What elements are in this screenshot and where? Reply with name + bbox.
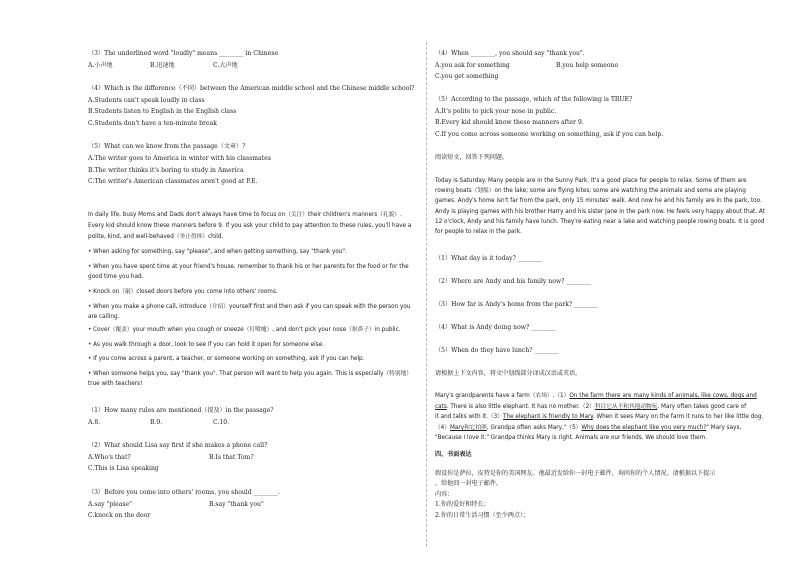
b5-stem: （5）According to the passage, which of the following is TRUE? [435,96,633,103]
q3-option-c: C.大声地 [213,62,238,69]
translation-line-1: Mary's grandparents have a farm（农场）.（1）On the farm there are many kinds of animals, like cows, dogs and [435,393,757,399]
translation-line-4: （4）Mary和它拍照. Grandpa often asks Mary,"（5）Why does the elephant like you very much?" Mary says, [435,425,742,431]
passage2-line: Today is Saturday. Many people are in the Sunny Park. It's a good place for people to relax. Some of them are [435,178,747,184]
underlined-phrase-2: 科目它从不和其他动物玩 [594,404,658,410]
passage-line: polite, kind, and well-behaved（举止得体）child. [88,234,224,240]
b4-option-b: B.you help someone [556,62,619,69]
q4-option-c: C.Students don't have a ten-minute break [88,120,217,127]
b5-option-a: A.It's polite to pick your nose in public. [435,108,557,115]
section-heading-translate: 请根据上下文内容，将文中划线部分译成汉语或英语。 [435,370,582,377]
b3-option-b: B.say "thank you" [209,501,264,508]
translation-line-3: it and talks with it.（3）The elephant is friendly to Mary. When it sees Mary on the farm it runs to her like little dog. [435,414,764,420]
writing-line: 2.你的日常生活习惯（至少两点）； [435,512,530,519]
q5-option-c: C.The writer's American classmates aren't good at P.E. [88,178,258,185]
underlined-phrase-1-end: cats [435,404,447,410]
passage2-line: Andy is playing games with his brother Harry and his sister Jane in the park now. He feels very happy about that. At [435,209,765,215]
b4-stem: （4）When ________, you should say "thank you". [435,50,585,57]
passage2-line: for people to relax in the park. [435,229,522,235]
q4-option-b: B.Students listen to English in the English class [88,108,237,115]
qa-question-4: （4）What is Andy doing now? ________ [435,324,556,331]
underlined-phrase-3: The elephant is friendly to Mary [502,414,593,420]
qa-question-2: （2）Where are Andy and his family now? ________ [435,278,591,285]
q5-stem: （5）What can we know from the passage（文章）? [88,143,246,150]
b1-option-b: B.9. [150,419,163,426]
passage-line: • When asking for something, say "please", and when getting something, say "thank you". [88,249,347,255]
writing-line: 1.你的爱好和特长； [435,501,490,508]
q3-option-b: B.迅速地 [150,62,175,69]
b2-option-c: C.This is Lisa speaking [88,465,159,472]
underlined-phrase-5: Why does the elephant like you very much? [581,425,707,431]
passage-line: are calling. [88,314,120,320]
b2-option-b: B.Is that Tom? [209,454,254,461]
translation-line-5: "Because I love it." Grandpa thinks Mary is right. Animals are our friends. We should love them. [435,435,707,441]
q5-option-a: A.The writer goes to America in winter with his classmates [88,155,271,162]
passage-line: • If you come across a parent, a teacher, or someone working on something, ask if you can help. [88,356,365,362]
passage-line: • Cover（覆盖）your mouth when you cough or sneeze（打喷嚏）, and don't pick your nose（抠鼻子）in public. [88,327,401,333]
passage-line: • Knock on（敲）closed doors before you come into others' rooms. [88,289,278,295]
passage2-line: games. Andy's home isn't far from the park, only 15 minutes' walk. And now he and his family are in the park, too. [435,198,762,204]
section-heading-reading: 阅读短文，回答下列问题。 [435,154,509,161]
passage-line: true with teachers! [88,381,143,387]
b2-stem: （2）What should Lisa say first if she makes a phone call? [88,442,268,449]
writing-line: ，给他回一封电子邮件。 [435,480,503,487]
translation-line-2: cats. There is also little elephant. It has no mother.（2）科目它从不和其他动物玩. Mary often takes good care of [435,404,747,410]
qa-question-5: （5）When do they have lunch? ________ [435,347,559,354]
q4-stem: （4）Which is the difference（不同）between the American middle school and the Chinese middle school? [88,85,415,92]
b2-option-a: A.Who's that? [88,454,131,461]
passage-line: • When you have spent time at your friend's house, remember to thank his or her parents for the food or for the [88,264,409,270]
b3-stem: （3）Before you come into others' rooms, you should ________. [88,489,280,496]
b3-option-a: A.say "please" [88,501,132,508]
passage-line: • When someone helps you, say "thank you". That person will want to help you again. This is especially（特别地） [88,371,412,377]
passage-line: Every kid should know these manners before 9. If you ask your child to pay attention to these rules, you'll have a [88,223,412,229]
column-divider [426,42,427,547]
section-heading-writing: 四、书面表达 [435,451,472,458]
passage2-line: rowing boats（划船）on the lake; some are flying kites; some are watching the animals and some are playing [435,188,746,194]
q4-option-a: A.Students can't speak loudly in class [88,97,205,104]
passage2-line: 12 o'clock, Andy and his family have lunch. They're eating near a lake and watching people rowing boats. It is good [435,219,765,225]
b4-option-c: C.you get something [435,73,499,80]
b1-option-c: C.10. [213,419,230,426]
q3-stem: （3）The underlined word "loudly" means ________ in Chinese [88,50,279,57]
writing-line: 假设你是萨拉，皮特是你的美国网友。他最近发给你一封电子邮件，询问你的个人情况。请根据以下提示 [435,470,716,477]
passage-line: In daily life, busy Moms and Dads don't always have time to focus on（关注）their children's manners（礼貌）. [88,212,402,218]
q5-option-b: B.The writer thinks it's boring to study in America [88,167,244,174]
b1-stem: （1）How many rules are mentioned（提及）in the passage? [88,407,274,414]
underlined-phrase-4: Mary和它拍照 [450,425,487,431]
q3-option-a: A.小声地 [88,62,113,69]
b3-option-c: C.knock on the door [88,512,151,519]
passage-line: • When you make a phone call, introduce（介绍）yourself first and then ask if you can speak with the person you [88,304,411,310]
underlined-phrase-1: On the farm there are many kinds of animals, like cows, dogs and [569,393,757,399]
passage-line: good time you had. [88,274,144,280]
passage-line: • As you walk through a door, look to see if you can hold it open for someone else. [88,342,325,348]
b5-option-c: C.If you come across someone working on something, ask if you can help. [435,131,664,138]
writing-line: 内容： [435,491,454,498]
qa-question-1: （1）What day is it today? ________ [435,255,543,262]
b5-option-b: B.Every kid should know these manners after 9. [435,119,584,126]
qa-question-3: （3）How far is Andy's home from the park? ________ [435,301,599,308]
b4-option-a: A.you ask for something [435,62,510,69]
b1-option-a: A.8. [88,419,101,426]
